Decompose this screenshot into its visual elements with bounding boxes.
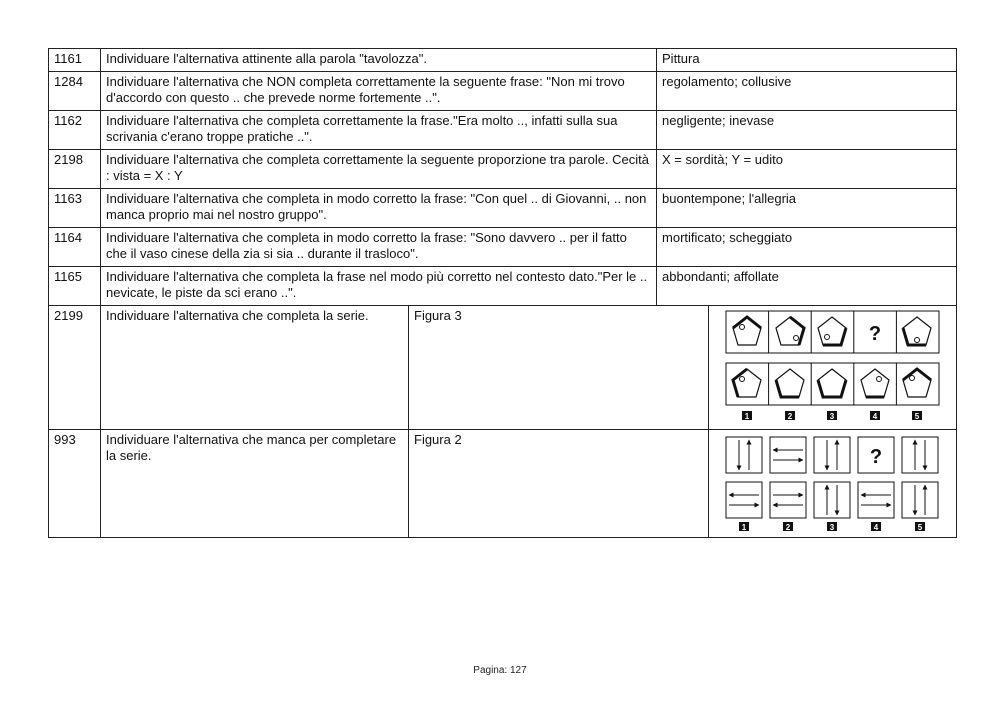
answer-text: negligente; inevase xyxy=(657,111,957,150)
option-number-1 xyxy=(739,522,749,532)
table-row xyxy=(49,72,957,111)
question-mark: ? xyxy=(869,446,882,468)
pentagon-icon xyxy=(861,369,889,397)
arrow-series-svg xyxy=(723,434,943,532)
row-id: 1164 xyxy=(49,228,101,267)
svg-text:3: 3 xyxy=(829,523,834,532)
answer-text: regolamento; collusive xyxy=(657,72,957,111)
question-text: Individuare l'alternativa che manca per completare la serie. xyxy=(101,430,409,538)
row-id: 1284 xyxy=(49,72,101,111)
answer-text: abbondanti; affollate xyxy=(657,267,957,306)
row-id: 1165 xyxy=(49,267,101,306)
table-row xyxy=(49,150,957,189)
option-number-4 xyxy=(870,411,880,421)
answer-text: Pittura xyxy=(657,49,957,72)
question-text: Individuare l'alternativa che NON completa correttamente la seguente frase: "Non mi trovo d'accordo con questo .. che prevede norme fortemente ..". xyxy=(101,72,657,111)
svg-text:4: 4 xyxy=(872,412,877,421)
row-id: 993 xyxy=(49,430,101,538)
answer-text: mortificato; scheggiato xyxy=(657,228,957,267)
pentagon-series-svg xyxy=(725,310,941,422)
answer-text: X = sordità; Y = udito xyxy=(657,150,957,189)
option-number-5 xyxy=(912,411,922,421)
question-text: Individuare l'alternativa che completa la frase nel modo più corretto nel contesto dato."Per le .. nevicate, le piste da sci erano ..". xyxy=(101,267,657,306)
svg-text:2: 2 xyxy=(787,412,792,421)
svg-text:3: 3 xyxy=(829,412,834,421)
svg-text:2: 2 xyxy=(785,523,790,532)
pentagon-icon xyxy=(733,317,761,345)
row-id: 2198 xyxy=(49,150,101,189)
option-number-5 xyxy=(915,522,925,532)
table-row xyxy=(49,267,957,306)
svg-text:1: 1 xyxy=(741,523,746,532)
pentagon-icon xyxy=(733,369,761,397)
question-mark: ? xyxy=(868,323,881,345)
question-text: Individuare l'alternativa attinente alla parola "tavolozza". xyxy=(101,49,657,72)
option-number-2 xyxy=(783,522,793,532)
table-row xyxy=(49,306,957,430)
question-text: Individuare l'alternativa che completa in modo corretto la frase: "Con quel .. di Giovanni, .. non manca proprio mai nel nostro gruppo". xyxy=(101,189,657,228)
question-text: Individuare l'alternativa che completa in modo corretto la frase: "Sono davvero .. per il fatto che il vaso cinese della zia si sia .. durante il trasloco". xyxy=(101,228,657,267)
answer-text: Figura 2 xyxy=(409,430,709,538)
answer-text: Figura 3 xyxy=(409,306,709,430)
page-footer: Pagina: 127 xyxy=(473,665,527,676)
table-row xyxy=(49,111,957,150)
answer-text: buontempone; l'allegria xyxy=(657,189,957,228)
option-number-3 xyxy=(827,522,837,532)
table-row xyxy=(49,189,957,228)
questions-table xyxy=(48,48,957,538)
pentagon-icon xyxy=(776,369,804,397)
question-text: Individuare l'alternativa che completa correttamente la seguente proporzione tra parole. Cecità : vista = X : Y xyxy=(101,150,657,189)
row-id: 2199 xyxy=(49,306,101,430)
row-id: 1161 xyxy=(49,49,101,72)
svg-text:4: 4 xyxy=(873,523,878,532)
table-row xyxy=(49,49,957,72)
question-text: Individuare l'alternativa che completa la serie. xyxy=(101,306,409,430)
table-row xyxy=(49,430,957,538)
question-text: Individuare l'alternativa che completa correttamente la frase."Era molto .., infatti sulla sua scrivania c'erano troppe pratiche ..". xyxy=(101,111,657,150)
row-id: 1162 xyxy=(49,111,101,150)
pentagon-icon xyxy=(776,317,804,345)
option-number-3 xyxy=(827,411,837,421)
pentagon-series-figure xyxy=(709,306,957,430)
row-id: 1163 xyxy=(49,189,101,228)
option-number-4 xyxy=(871,522,881,532)
svg-text:1: 1 xyxy=(744,412,749,421)
pentagon-icon xyxy=(818,317,846,345)
option-number-1 xyxy=(742,411,752,421)
table-row xyxy=(49,228,957,267)
pentagon-icon xyxy=(903,369,931,397)
arrow-series-figure xyxy=(709,430,957,538)
svg-text:5: 5 xyxy=(914,412,919,421)
pentagon-icon xyxy=(818,369,846,397)
pentagon-icon xyxy=(903,317,931,345)
svg-text:5: 5 xyxy=(917,523,922,532)
option-number-2 xyxy=(785,411,795,421)
